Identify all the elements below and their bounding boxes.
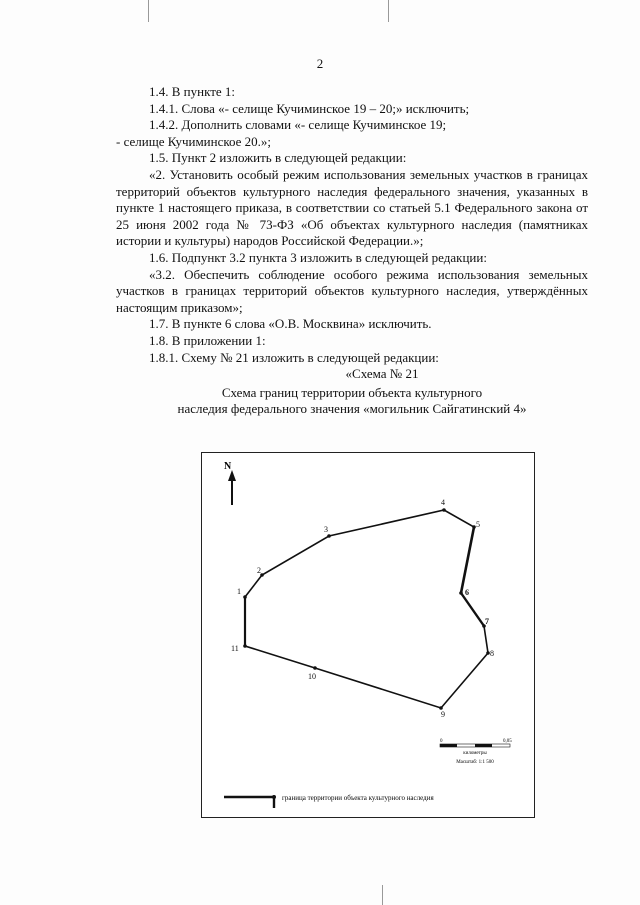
paragraph-quote-3-2: «3.2. Обеспечить соблюдение особого режима использования земельных участков в границах территорий объектов культурного наследия, утверждённых настоящим приказом»; [116,266,588,315]
vertex-11 [243,644,247,648]
paragraph-1-4-1: 1.4.1. Слова «- селище Кучиминское 19 – 20;» исключить; [149,100,470,116]
paragraph-1-4: 1.4. В пункте 1: [149,84,236,99]
vertex-label-3: 3 [324,525,328,534]
vertex-label-7: 7 [485,617,489,626]
north-label: N [224,461,232,472]
scan-mark-right [388,0,389,22]
boundary-diagram [202,453,534,817]
vertex-4 [442,508,446,512]
body-text [116,84,588,418]
scale-text: Масштаб: 1:1 500 [456,760,494,765]
vertex-3 [327,534,331,538]
paragraph-quote-2: «2. Установить особый режим использования земельных участков в границах территорий объектов культурного наследия федерального значения, указанных в пункте 1 настоящего приказа, в соответствии со статьей 5.1 Федерального закона от 25 июня 2002 года № 73-ФЗ «Об объектах культурного наследия (памятниках истории и культуры) народов Российской Федерации.»; [116,166,588,249]
paragraph-1-4-2: 1.4.2. Дополнить словами «- селище Кучиминское 19; [149,117,447,133]
scale-bar [440,739,512,765]
paragraph-1-4-2-cont: - селище Кучиминское 20.»; [116,133,272,149]
vertex-label-5: 5 [476,520,480,529]
legend [224,794,434,808]
vertex-10 [313,666,317,670]
scale-tick-end: 0,05 [503,739,512,744]
vertex-label-4: 4 [441,498,445,507]
boundary-line [245,510,488,708]
vertex-label-11: 11 [231,644,239,653]
page-number: 2 [316,56,324,71]
scale-tick-start: 0 [440,739,443,744]
vertex-label-9: 9 [441,710,445,719]
vertex-label-8: 8 [490,649,494,658]
vertex-6 [459,591,463,595]
paragraph-1-5: 1.5. Пункт 2 изложить в следующей редакции: [149,150,407,166]
vertex-label-1: 1 [237,587,241,596]
scale-units: километры [463,751,487,756]
paragraph-1-7: 1.7. В пункте 6 слова «О.В. Москвина» исключить. [149,316,432,332]
vertex-1 [243,595,247,599]
legend-label: граница территории объекта культурного наследия [282,794,434,802]
scan-mark-bottom [382,885,383,905]
scan-mark-left [148,0,149,22]
scheme-heading: «Схема № 21 [345,366,419,382]
vertex-label-2: 2 [257,566,261,575]
boundary-diagram-frame [201,452,535,818]
vertex-label-6: 6 [465,588,469,597]
paragraph-1-8-1: 1.8.1. Схему № 21 изложить в следующей редакции: [149,349,439,365]
paragraph-1-6: 1.6. Подпункт 3.2 пункта 3 изложить в следующей редакции: [149,249,487,265]
paragraph-1-8: 1.8. В приложении 1: [149,332,266,348]
north-arrow-icon [224,461,236,505]
scheme-title-line-1: Схема границ территории объекта культурного [221,384,483,400]
vertex-label-10: 10 [308,672,316,681]
scheme-title-line-2: наследия федерального значения «могильник Сайгатинский 4» [177,401,527,417]
